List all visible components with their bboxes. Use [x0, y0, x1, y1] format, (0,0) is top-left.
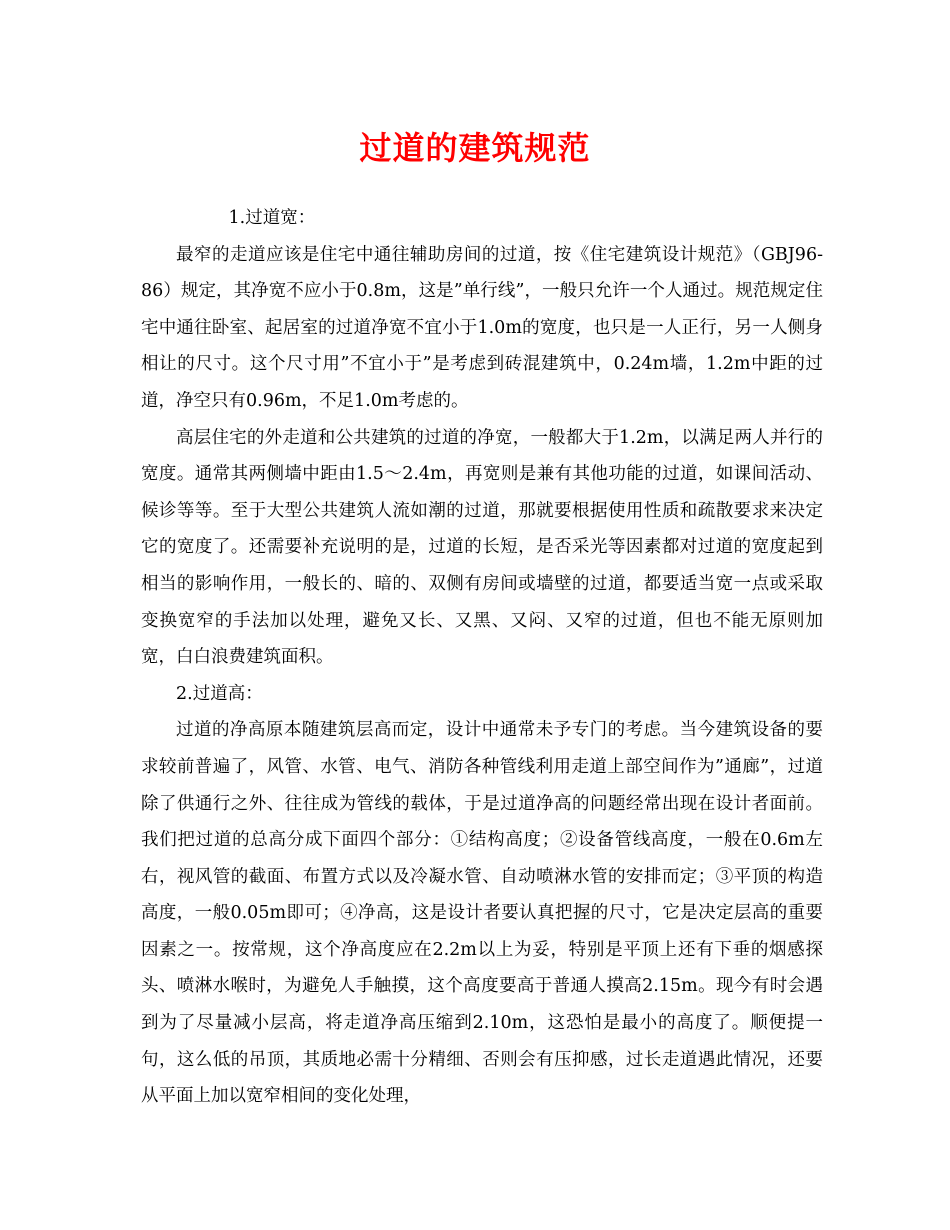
section-heading-width: 1.过道宽：	[228, 208, 316, 228]
document-title: 过道的建筑规范	[359, 129, 591, 167]
section-heading-height: 2.过道高：	[176, 683, 263, 704]
document-body	[141, 200, 823, 1115]
paragraph: 高层住宅的外走道和公共建筑的过道的净宽，一般都大于1.2m，以满足两人并行的宽度。通常其两侧墙中距由1.5～2.4m，再宽则是兼有其他功能的过道，如课间活动、候诊等等。至于大型公共建筑人流如潮的过道，那就要根据使用性质和疏散要求来决定它的宽度了。还需要补充说明的是，过道的长短，是否采光等因素都对过道的宽度起到相当的影响作用，一般长的、暗的、双侧有房间或墙壁的过道，都要适当宽一点或采取变换宽窄的手法加以处理，避免又长、又黑、又闷、又窄的过道，但也不能无原则加宽，白白浪费建筑面积。	[141, 427, 823, 668]
paragraph: 过道的净高原本随建筑层高而定，设计中通常未予专门的考虑。当今建筑设备的要求较前普遍了，风管、水管、电气、消防各种管线利用走道上部空间作为”通廊”，过道除了供通行之外、往往成为管线的载体，于是过道净高的问题经常出现在设计者面前。我们把过道的总高分成下面四个部分：①结构高度；②设备管线高度，一般在0.6m左右，视风管的截面、布置方式以及冷凝水管、自动喷淋水管的安排而定；③平顶的构造高度，一般0.05m即可；④净高，这是设计者要认真把握的尺寸，它是决定层高的重要因素之一。按常规，这个净高度应在2.2m以上为妥，特别是平顶上还有下垂的烟感探头、喷淋水喉时，为避免人手触摸，这个高度要高于普通人摸高2.15m。现今有时会遇到为了尽量减小层高，将走道净高压缩到2.10m，这恐怕是最小的高度了。顺便提一句，这么低的吊顶，其质地必需十分精细、否则会有压抑感，过长走道遇此情况，还要从平面上加以宽窄相间的变化处理，	[141, 720, 823, 1107]
paragraph: 最窄的走道应该是住宅中通往辅助房间的过道，按《住宅建筑设计规范》（GBJ96-86）规定，其净宽不应小于0.8m，这是”单行线”，一般只允许一个人通过。规范规定住宅中通往卧室、起居室的过道净宽不宜小于1.0m的宽度，也只是一人正行，另一人侧身相让的尺寸。这个尺寸用”不宜小于”是考虑到砖混建筑中，0.24m墙，1.2m中距的过道，净空只有0.96m，不足1.0m考虑的。	[141, 244, 823, 411]
